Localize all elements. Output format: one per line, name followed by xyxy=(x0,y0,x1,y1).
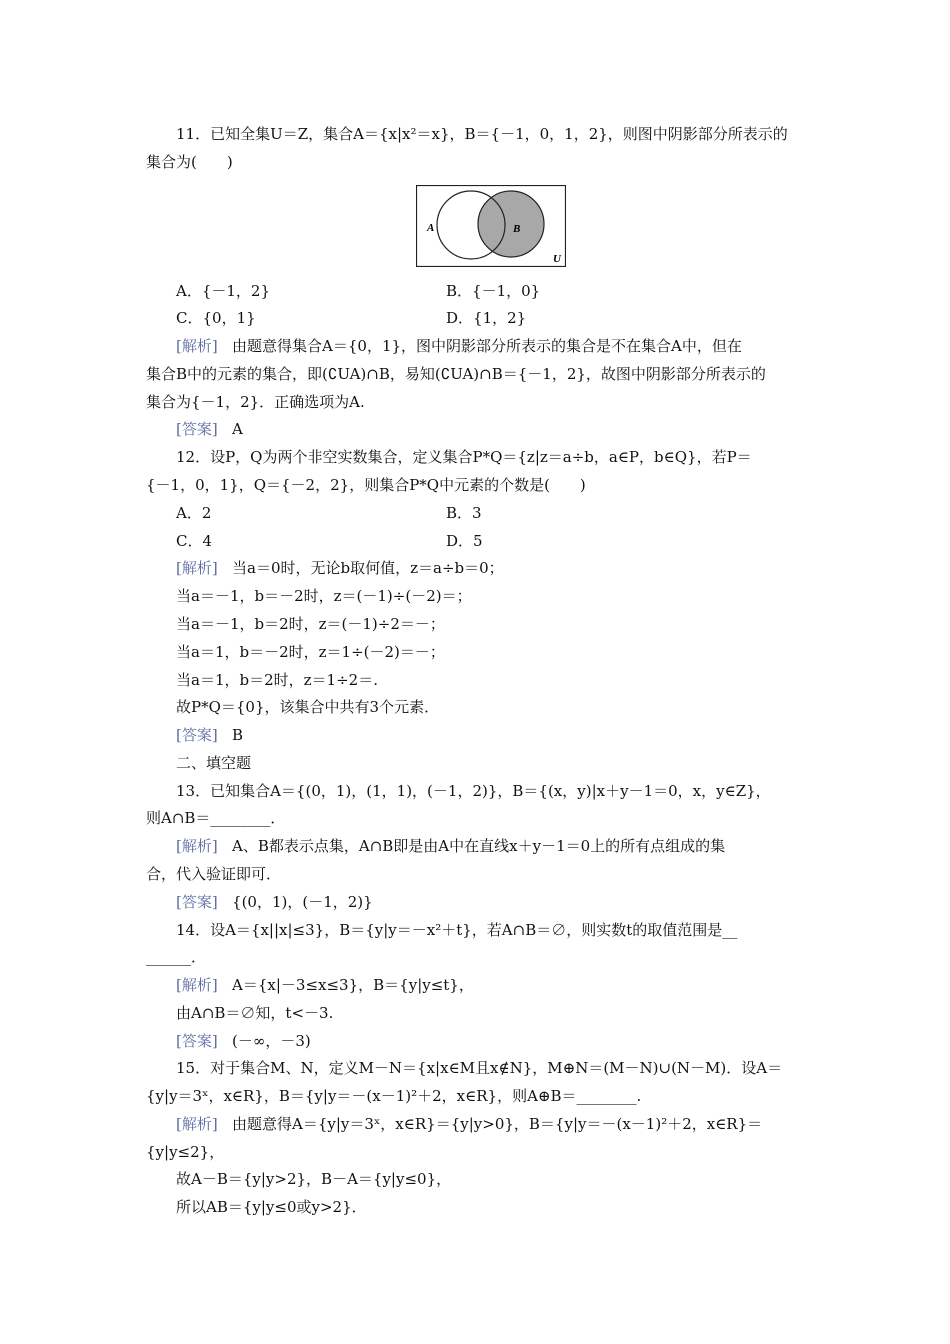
q11-option-d: D．{1，2} xyxy=(446,309,527,327)
q15-analysis-line4: 所以AB＝{y|y≤0或y>2}． xyxy=(176,1198,367,1216)
q11-option-c: C．{0，1} xyxy=(176,309,256,327)
q12-option-d: D．5 xyxy=(446,532,483,550)
q13-stem-line2: 则A∩B＝________． xyxy=(146,809,286,827)
q11-answer-value: A xyxy=(232,420,243,438)
q11-analysis-line2: 集合B中的元素的集合，即(∁UA)∩B，易知(∁UA)∩B＝{－1，2}，故图中阴影部分所表示的 xyxy=(146,365,766,383)
q13-stem-line1: 13．已知集合A＝{(0，1)，(1，1)，(－1，2)}，B＝{(x，y)|x＋y－1＝0，x，y∈Z}， xyxy=(176,782,771,800)
set-b-circle-shaded xyxy=(478,191,544,257)
set-b-label: B xyxy=(513,223,521,235)
q13-analysis-line1 xyxy=(176,836,725,856)
q13-answer xyxy=(176,892,373,912)
q12-stem-line1: 12．设P，Q为两个非空实数集合，定义集合P*Q＝{z|z＝a÷b，a∈P，b∈Q}，若P＝ xyxy=(176,448,752,466)
q14-analysis-line1 xyxy=(176,975,474,995)
answer-tag: [答案] xyxy=(176,893,218,911)
q14-stem-line1: 14．设A＝{x||x|≤3}，B＝{y|y＝－x²＋t}，若A∩B＝∅，则实数t的取值范围是__ xyxy=(176,921,738,939)
q12-option-b: B．3 xyxy=(446,504,482,522)
venn-diagram xyxy=(416,185,566,267)
universal-set-label: U xyxy=(553,253,561,265)
answer-tag: [答案] xyxy=(176,726,218,744)
answer-tag: [答案] xyxy=(176,420,218,438)
q14-analysis-line2: 由A∩B＝∅知，t<－3. xyxy=(176,1004,334,1022)
q12-answer-value: B xyxy=(232,726,244,744)
q12-analysis-line5: 当a＝1，b＝2时，z＝1÷2＝. xyxy=(176,671,378,689)
q12-analysis-line4: 当a＝1，b＝－2时，z＝1÷(－2)＝－； xyxy=(176,643,445,661)
analysis-tag: [解析] xyxy=(176,559,218,577)
q12-stem-line2: {－1，0，1}，Q＝{－2，2}，则集合P*Q中元素的个数是( ) xyxy=(146,476,586,494)
q11-stem-line1: 11．已知全集U＝Z，集合A＝{x|x²＝x}，B＝{－1，0，1，2}，则图中阴影部分所表示的 xyxy=(176,125,788,143)
q15-stem-line1: 15．对于集合M、N，定义M－N＝{x|x∈M且x∉N}，M⊕N＝(M－N)∪(N－M)．设A＝ xyxy=(176,1059,783,1077)
q14-answer xyxy=(176,1031,311,1051)
analysis-tag: [解析] xyxy=(176,837,218,855)
analysis-tag: [解析] xyxy=(176,976,218,994)
analysis-tag: [解析] xyxy=(176,1115,218,1133)
q11-analysis-line3: 集合为{－1，2}．正确选项为A. xyxy=(146,393,365,411)
answer-tag: [答案] xyxy=(176,1032,218,1050)
set-a-label: A xyxy=(427,222,435,234)
q11-option-b: B．{－1，0} xyxy=(446,282,541,300)
q15-analysis-line2: {y|y≤2}， xyxy=(146,1143,225,1161)
q15-analysis-line1 xyxy=(176,1114,762,1134)
q11-option-a: A．{－1，2} xyxy=(176,282,271,300)
section-heading: 二、填空题 xyxy=(176,754,252,772)
q12-answer xyxy=(176,725,243,745)
q12-analysis-text1: 当a＝0时，无论b取何值，z＝a÷b＝0； xyxy=(232,559,504,577)
q12-option-a: A．2 xyxy=(176,504,212,522)
q11-analysis-text1: 由题意得集合A＝{0，1}，图中阴影部分所表示的集合是不在集合A中，但在 xyxy=(232,337,742,355)
q11-stem-line2: 集合为( ) xyxy=(146,153,233,171)
q14-stem-line2: ______． xyxy=(146,948,207,966)
q13-analysis-text1: A、B都表示点集，A∩B即是由A中在直线x＋y－1＝0上的所有点组成的集 xyxy=(232,837,726,855)
q15-stem-line2: {y|y＝3ˣ，x∈R}，B＝{y|y＝－(x－1)²＋2，x∈R}，则A⊕B＝________. xyxy=(146,1087,642,1105)
q13-answer-value: {(0，1)，(－1，2)} xyxy=(232,893,373,911)
q12-analysis-line1 xyxy=(176,558,504,578)
q12-analysis-line3: 当a＝－1，b＝2时，z＝(－1)÷2＝－； xyxy=(176,615,445,633)
q12-option-c: C．4 xyxy=(176,532,213,550)
q15-analysis-line3: 故A－B＝{y|y>2}，B－A＝{y|y≤0}， xyxy=(176,1170,452,1188)
q14-answer-value: (－∞，－3) xyxy=(232,1032,311,1050)
q12-analysis-line6: 故P*Q＝{0}，该集合中共有3个元素． xyxy=(176,698,440,716)
q15-analysis-text1: 由题意得A＝{y|y＝3ˣ，x∈R}＝{y|y>0}，B＝{y|y＝－(x－1)²＋2，x∈R}＝ xyxy=(232,1115,763,1133)
q14-analysis-text1: A＝{x|－3≤x≤3}，B＝{y|y≤t}， xyxy=(232,976,474,994)
q13-analysis-line2: 合，代入验证即可． xyxy=(146,865,282,883)
analysis-tag: [解析] xyxy=(176,337,218,355)
q11-analysis-line1 xyxy=(176,336,742,356)
q12-analysis-line2: 当a＝－1，b＝－2时，z＝(－1)÷(－2)＝； xyxy=(176,587,472,605)
q11-answer xyxy=(176,419,243,439)
